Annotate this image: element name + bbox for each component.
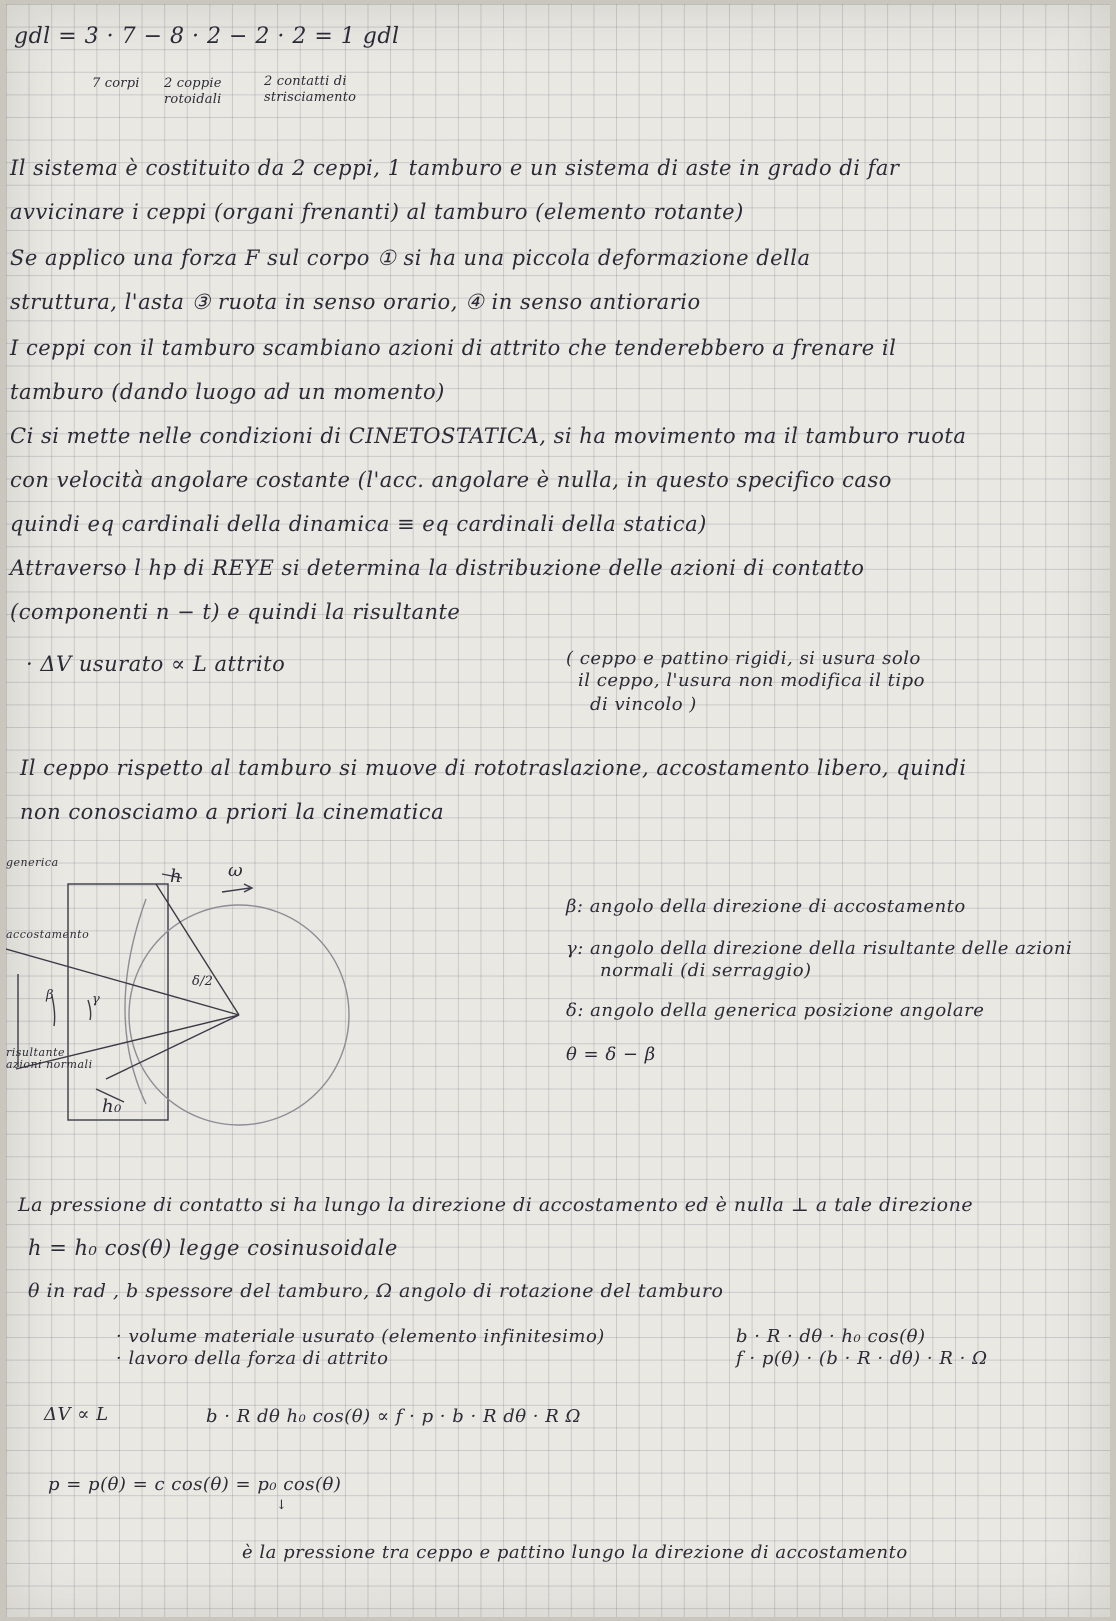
label-omega: ω (228, 860, 244, 881)
paragraph-line: avvicinare i ceppi (organi frenanti) al tamburo (elemento rotante) (10, 200, 744, 224)
dof-formula: gdl = 3 · 7 − 8 · 2 − 2 · 2 = 1 gdl (14, 24, 400, 49)
label-accostamento: accostamento (6, 928, 90, 941)
formula-right: f · p(θ) · (b · R · dθ) · R · Ω (736, 1348, 988, 1369)
pressure-arrow: ↓ (276, 1498, 288, 1513)
notebook-page (6, 4, 1110, 1617)
lower-line: h = h₀ cos(θ) legge cosinusoidale (28, 1236, 398, 1260)
note-usura-line: ( ceppo e pattino rigidi, si usura solo (566, 648, 921, 669)
paragraph-line: I ceppi con il tamburo scambiano azioni di attrito che tenderebbero a frenare il (10, 336, 897, 360)
bullet-usura: · ΔV usurato ∝ L attrito (26, 652, 286, 676)
paragraph-line: quindi eq cardinali della dinamica ≡ eq cardinali della statica) (10, 512, 707, 536)
paragraph-line: Attraverso l hp di REYE si determina la distribuzione delle azioni di contatto (10, 556, 865, 580)
label-gamma: γ (92, 992, 100, 1007)
note-coppie: 2 coppie rotoidali (164, 76, 222, 107)
legend-line: normali (di serraggio) (600, 960, 812, 981)
paragraph-line: Il sistema è costituito da 2 ceppi, 1 tamburo e un sistema di aste in grado di far (10, 156, 900, 180)
note-contatti: 2 contatti di strisciamento (264, 74, 357, 105)
label-beta: β (46, 988, 54, 1003)
shoe-arc (125, 899, 146, 1104)
paragraph-line: Se applico una forza F sul corpo ① si ha una piccola deformazione della (10, 246, 811, 270)
label-azioni-normali: azioni normali (6, 1058, 93, 1071)
label-delta: δ/2 (192, 974, 214, 989)
paragraph-ceppo-line: non conosciamo a priori la cinematica (20, 800, 445, 824)
bullet-lower: · lavoro della forza di attrito (116, 1348, 389, 1369)
note-usura-line: di vincolo ) (590, 694, 697, 715)
proportional-rhs: b · R dθ h₀ cos(θ) ∝ f · p · b · R dθ · R Ω (206, 1406, 581, 1427)
legend-line: θ = δ − β (566, 1044, 656, 1065)
formula-right: b · R · dθ · h₀ cos(θ) (736, 1326, 926, 1347)
paragraph-line: (componenti n − t) e quindi la risultante (10, 600, 461, 624)
label-risultante: risultante (6, 1046, 66, 1059)
lower-line: La pressione di contatto si ha lungo la direzione di accostamento ed è nulla ⊥ a tale direzione (18, 1194, 974, 1216)
pressure-formula: p = p(θ) = c cos(θ) = p₀ cos(θ) (48, 1474, 342, 1495)
label-h: h (170, 866, 183, 887)
brake-diagram (6, 4, 1110, 1617)
paragraph-line: con velocità angolare costante (l'acc. angolare è nulla, in questo specifico caso (10, 468, 892, 492)
paragraph-line: Ci si mette nelle condizioni di CINETOSTATICA, si ha movimento ma il tamburo ruota (10, 424, 967, 448)
paragraph-ceppo-line: Il ceppo rispetto al tamburo si muove di rototraslazione, accostamento libero, quindi (20, 756, 967, 780)
legend-line: β: angolo della direzione di accostamento (566, 896, 966, 917)
legend-line: γ: angolo della direzione della risultante delle azioni (566, 938, 1073, 959)
bullet-lower: · volume materiale usurato (elemento infinitesimo) (116, 1326, 605, 1347)
label-h0: h₀ (102, 1096, 122, 1117)
note-usura-line: il ceppo, l'usura non modifica il tipo (578, 670, 925, 691)
gamma-arc (88, 1000, 91, 1020)
legend-line: δ: angolo della generica posizione angolare (566, 1000, 985, 1021)
paragraph-line: struttura, l'asta ③ ruota in senso orario, ④ in senso antiorario (10, 290, 701, 314)
paragraph-line: tamburo (dando luogo ad un momento) (10, 380, 445, 404)
lower-line: θ in rad , b spessore del tamburo, Ω angolo di rotazione del tamburo (28, 1280, 724, 1302)
pressure-note: è la pressione tra ceppo e pattino lungo la direzione di accostamento (242, 1542, 908, 1563)
proportional-lhs: ΔV ∝ L (44, 1404, 109, 1425)
note-corpi: 7 corpi (92, 76, 140, 91)
label-generica: generica (6, 856, 59, 869)
